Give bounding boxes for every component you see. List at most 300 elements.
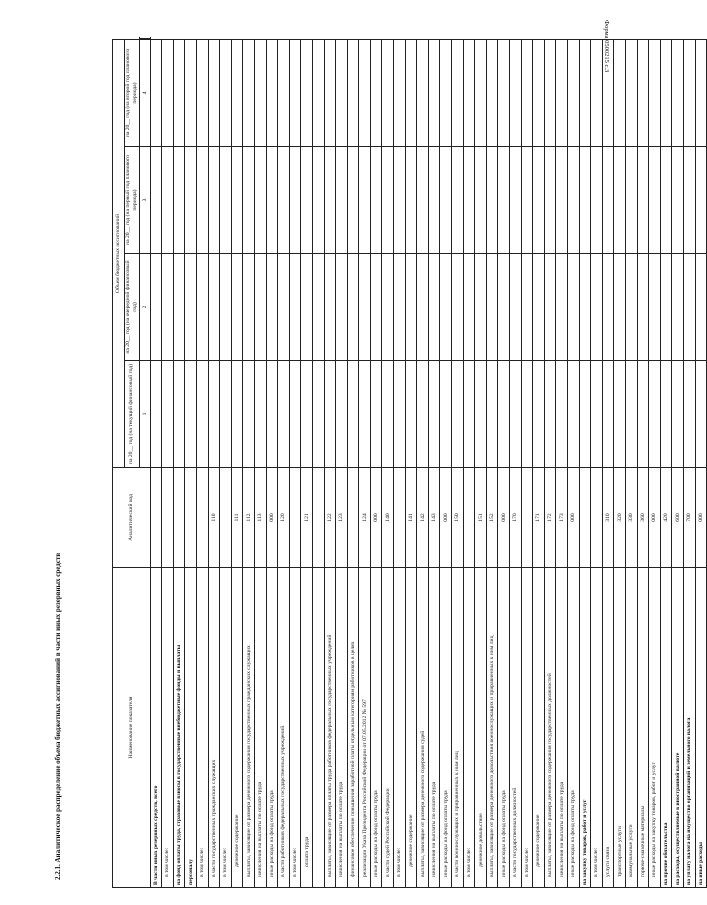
- row-code: 170: [510, 468, 522, 568]
- value-cell: [683, 40, 695, 147]
- row-name: на фонд оплаты труда, страховые взносы в государственные внебюджетные фонды и выплаты: [173, 568, 185, 888]
- header-col4: на 20__ год (на очередной финансовый год): [124, 254, 139, 361]
- row-name: денежное содержание: [405, 568, 417, 888]
- value-cell: [417, 254, 429, 361]
- table-row: [510, 39, 522, 888]
- value-cell: [220, 40, 232, 147]
- value-cell: [301, 361, 313, 468]
- value-cell: [475, 254, 487, 361]
- value-cell: [510, 254, 522, 361]
- value-cell: [347, 254, 359, 361]
- row-code: 330: [625, 468, 637, 568]
- value-cell: [196, 40, 208, 147]
- value-cell: [312, 147, 324, 254]
- value-cell: [231, 147, 243, 254]
- value-cell: [672, 147, 684, 254]
- value-cell: [278, 147, 290, 254]
- value-cell: [382, 254, 394, 361]
- header-col6: на 20__ год (на второй год планового периода): [124, 40, 139, 147]
- budget-table: [112, 38, 707, 888]
- table-row: [394, 39, 406, 888]
- row-name: в том числе:: [463, 568, 475, 888]
- value-cell: [208, 147, 220, 254]
- value-cell: [359, 254, 371, 361]
- value-cell: [672, 254, 684, 361]
- value-cell: [591, 40, 603, 147]
- row-code: [220, 468, 232, 568]
- row-name: на иные расходы: [695, 568, 707, 888]
- value-cell: [567, 40, 579, 147]
- row-name: начисления на выплаты по оплате труда: [254, 568, 266, 888]
- value-cell: [452, 254, 464, 361]
- row-name: иные расходы на фонд оплаты труда: [370, 568, 382, 888]
- value-cell: [625, 254, 637, 361]
- row-name: в части работников федеральных государственных учреждений: [278, 568, 290, 888]
- value-cell: [336, 254, 348, 361]
- table-row: [231, 39, 243, 888]
- value-cell: [452, 147, 464, 254]
- row-code: 173: [556, 468, 568, 568]
- row-name: выплаты, зависящие от размера денежного содержания государственных гражданских служащих: [243, 568, 255, 888]
- table-row: [660, 39, 672, 888]
- row-name: коммунальные услуги: [625, 568, 637, 888]
- row-name: начисления на выплаты по оплате труда: [556, 568, 568, 888]
- value-cell: [266, 254, 278, 361]
- value-cell: [567, 254, 579, 361]
- value-cell: [324, 147, 336, 254]
- value-cell: [544, 40, 556, 147]
- row-code: 110: [208, 468, 220, 568]
- row-name: денежное довольствие: [475, 568, 487, 888]
- row-code: [463, 468, 475, 568]
- table-row: [220, 39, 232, 888]
- value-cell: [394, 361, 406, 468]
- value-cell: [660, 40, 672, 147]
- table-row: [683, 39, 695, 888]
- value-cell: [521, 40, 533, 147]
- value-cell: [533, 147, 545, 254]
- table-row: [602, 39, 614, 888]
- row-code: [196, 468, 208, 568]
- value-cell: [417, 361, 429, 468]
- value-cell: [591, 254, 603, 361]
- value-cell: [347, 147, 359, 254]
- col-number: 2: [139, 254, 150, 361]
- value-cell: [475, 147, 487, 254]
- row-name: горюче-смазочные материалы: [637, 568, 649, 888]
- value-cell: [452, 361, 464, 468]
- value-cell: [556, 254, 568, 361]
- value-cell: [486, 254, 498, 361]
- table-row: [162, 39, 174, 888]
- value-cell: [428, 254, 440, 361]
- value-cell: [486, 147, 498, 254]
- row-code: [591, 468, 603, 568]
- value-cell: [196, 147, 208, 254]
- value-cell: [336, 361, 348, 468]
- value-cell: [521, 147, 533, 254]
- row-code: 123: [336, 468, 348, 568]
- value-cell: [521, 254, 533, 361]
- value-cell: [196, 254, 208, 361]
- table-row: [567, 39, 579, 888]
- value-cell: [463, 147, 475, 254]
- value-cell: [521, 361, 533, 468]
- row-name: реализации Указа Президента Российской Федерации от 07.05.2012 № 597: [359, 568, 371, 888]
- row-code: [312, 468, 324, 568]
- row-code: 000: [440, 468, 452, 568]
- value-cell: [185, 361, 197, 468]
- value-cell: [428, 361, 440, 468]
- value-cell: [510, 147, 522, 254]
- table-row: [243, 39, 255, 888]
- row-name: в том числе:: [196, 568, 208, 888]
- col-number: [139, 39, 150, 40]
- value-cell: [567, 147, 579, 254]
- value-cell: [336, 147, 348, 254]
- table-row: [579, 39, 591, 888]
- table-row: [625, 39, 637, 888]
- value-cell: [382, 361, 394, 468]
- row-name: транспортные услуги: [614, 568, 626, 888]
- table-row: [440, 39, 452, 888]
- value-cell: [579, 361, 591, 468]
- value-cell: [359, 40, 371, 147]
- value-cell: [289, 254, 301, 361]
- row-name: в том числе:: [289, 568, 301, 888]
- value-cell: [254, 40, 266, 147]
- value-cell: [637, 254, 649, 361]
- row-code: 142: [417, 468, 429, 568]
- table-row: [486, 39, 498, 888]
- value-cell: [556, 147, 568, 254]
- value-cell: [683, 147, 695, 254]
- form-code: Форма 0500215 с.3: [603, 20, 610, 73]
- table-row: [672, 39, 684, 888]
- value-cell: [660, 254, 672, 361]
- value-cell: [625, 40, 637, 147]
- value-cell: [440, 254, 452, 361]
- table-row: [695, 39, 707, 888]
- value-cell: [533, 361, 545, 468]
- row-code: 121: [301, 468, 313, 568]
- value-cell: [475, 361, 487, 468]
- value-cell: [683, 361, 695, 468]
- table-row: [336, 39, 348, 888]
- value-cell: [440, 147, 452, 254]
- value-cell: [405, 40, 417, 147]
- row-code: 140: [382, 468, 394, 568]
- value-cell: [301, 147, 313, 254]
- value-cell: [440, 40, 452, 147]
- row-code: [185, 468, 197, 568]
- value-cell: [510, 40, 522, 147]
- col-number: [139, 39, 150, 40]
- row-code: [150, 468, 162, 568]
- row-name: выплаты, зависящие от размера денежного содержания судей: [417, 568, 429, 888]
- value-cell: [463, 254, 475, 361]
- value-cell: [405, 254, 417, 361]
- table-row: [370, 39, 382, 888]
- value-cell: [602, 361, 614, 468]
- row-code: [394, 468, 406, 568]
- value-cell: [208, 40, 220, 147]
- row-name: на прочие обязательства: [660, 568, 672, 888]
- value-cell: [370, 147, 382, 254]
- row-code: 171: [533, 468, 545, 568]
- value-cell: [301, 254, 313, 361]
- col-number: 3: [139, 147, 150, 254]
- value-cell: [498, 40, 510, 147]
- value-cell: [301, 40, 313, 147]
- table-row: [498, 39, 510, 888]
- value-cell: [498, 147, 510, 254]
- value-cell: [614, 254, 626, 361]
- row-name: в части государственных должностей: [510, 568, 522, 888]
- value-cell: [150, 40, 162, 147]
- row-code: [173, 468, 185, 568]
- value-cell: [695, 40, 707, 147]
- header-group: Объем бюджетных ассигнований: [113, 40, 125, 468]
- rotated-table-area: [112, 38, 704, 888]
- row-name: оплата труда: [301, 568, 313, 888]
- row-code: [579, 468, 591, 568]
- table-body: [150, 39, 707, 888]
- table-row: [359, 39, 371, 888]
- header-col3: на 20__ год (на текущий финансовый год): [124, 361, 139, 468]
- row-name: иные расходы на фонд оплаты труда: [498, 568, 510, 888]
- value-cell: [254, 254, 266, 361]
- row-code: [347, 468, 359, 568]
- row-name: на закупку товаров, работ и услуг: [579, 568, 591, 888]
- value-cell: [602, 147, 614, 254]
- row-name: на расходы, осуществляемые в иностранной валюте: [672, 568, 684, 888]
- value-cell: [324, 361, 336, 468]
- row-name: в том числе:: [220, 568, 232, 888]
- table-row: [289, 39, 301, 888]
- value-cell: [359, 147, 371, 254]
- value-cell: [405, 361, 417, 468]
- value-cell: [533, 40, 545, 147]
- value-cell: [173, 40, 185, 147]
- value-cell: [649, 361, 661, 468]
- table-row: [533, 39, 545, 888]
- table-row: [266, 39, 278, 888]
- table-row: [591, 39, 603, 888]
- value-cell: [463, 361, 475, 468]
- value-cell: [278, 40, 290, 147]
- row-name: иные расходы на фонд оплаты труда: [567, 568, 579, 888]
- table-row: [405, 39, 417, 888]
- value-cell: [196, 361, 208, 468]
- value-cell: [428, 147, 440, 254]
- value-cell: [394, 40, 406, 147]
- value-cell: [660, 147, 672, 254]
- value-cell: [150, 361, 162, 468]
- row-name: В части иных резервных средств, всего: [150, 568, 162, 888]
- value-cell: [162, 40, 174, 147]
- row-code: 111: [231, 468, 243, 568]
- value-cell: [417, 147, 429, 254]
- row-name: услуги связи: [602, 568, 614, 888]
- value-cell: [417, 40, 429, 147]
- row-code: 120: [278, 468, 290, 568]
- value-cell: [220, 361, 232, 468]
- value-cell: [579, 40, 591, 147]
- row-code: 112: [243, 468, 255, 568]
- value-cell: [220, 254, 232, 361]
- value-cell: [173, 147, 185, 254]
- value-cell: [672, 40, 684, 147]
- table-row: [382, 39, 394, 888]
- value-cell: [324, 40, 336, 147]
- value-cell: [649, 147, 661, 254]
- value-cell: [649, 40, 661, 147]
- value-cell: [556, 40, 568, 147]
- value-cell: [591, 361, 603, 468]
- value-cell: [625, 361, 637, 468]
- row-name: в части государственных гражданских служащих: [208, 568, 220, 888]
- value-cell: [173, 254, 185, 361]
- row-code: 000: [649, 468, 661, 568]
- value-cell: [173, 361, 185, 468]
- value-cell: [347, 40, 359, 147]
- row-name: на уплату налога на имущество организаций и земельного налога: [683, 568, 695, 888]
- row-name: в части военнослужащих и приравненных к ним лиц: [452, 568, 464, 888]
- row-name: в том числе:: [394, 568, 406, 888]
- value-cell: [498, 254, 510, 361]
- table-row: [185, 39, 197, 888]
- table-row: [312, 39, 324, 888]
- header-code: Аналитический код: [113, 468, 151, 568]
- value-cell: [579, 147, 591, 254]
- table-row: [521, 39, 533, 888]
- table-row: [324, 39, 336, 888]
- row-name: в том числе:: [162, 568, 174, 888]
- row-code: [521, 468, 533, 568]
- row-name: денежное содержание: [231, 568, 243, 888]
- value-cell: [185, 147, 197, 254]
- row-code: [162, 468, 174, 568]
- row-name: выплаты, зависящие от размера денежного довольствия военнослужащих и приравненных к ним лиц: [486, 568, 498, 888]
- value-cell: [637, 361, 649, 468]
- row-name: в том числе:: [521, 568, 533, 888]
- value-cell: [254, 361, 266, 468]
- col-number: 1: [139, 361, 150, 468]
- row-code: 113: [254, 468, 266, 568]
- row-name: [312, 568, 324, 888]
- value-cell: [614, 361, 626, 468]
- table-row: [208, 39, 220, 888]
- row-name: начисления на выплаты по оплате труда: [428, 568, 440, 888]
- table-row: [637, 39, 649, 888]
- row-code: 000: [266, 468, 278, 568]
- row-name: иные расходы на фонд оплаты труда: [266, 568, 278, 888]
- table-row: [417, 39, 429, 888]
- col-number: 4: [139, 40, 150, 147]
- table-row: [556, 39, 568, 888]
- value-cell: [324, 254, 336, 361]
- row-code: 000: [567, 468, 579, 568]
- page-title: 2.2.1. Аналитическое распределение объема бюджетных ассигнований в части иных резервных средств: [54, 552, 62, 880]
- value-cell: [498, 361, 510, 468]
- value-cell: [475, 40, 487, 147]
- row-code: 124: [359, 468, 371, 568]
- value-cell: [440, 361, 452, 468]
- value-cell: [486, 361, 498, 468]
- row-name: в том числе:: [591, 568, 603, 888]
- value-cell: [162, 254, 174, 361]
- row-code: 310: [602, 468, 614, 568]
- value-cell: [382, 147, 394, 254]
- table-row: [196, 39, 208, 888]
- value-cell: [266, 40, 278, 147]
- row-name: начисления на выплаты по оплате труда: [336, 568, 348, 888]
- value-cell: [602, 254, 614, 361]
- value-cell: [150, 254, 162, 361]
- value-cell: [312, 40, 324, 147]
- table-row: [544, 39, 556, 888]
- value-cell: [486, 40, 498, 147]
- row-code: 320: [614, 468, 626, 568]
- row-name: выплаты, зависящие от размера оплаты труда работников федеральных государственных учреждений: [324, 568, 336, 888]
- table-row: [173, 39, 185, 888]
- header-name: Наименование показателя: [113, 568, 151, 888]
- value-cell: [336, 40, 348, 147]
- value-cell: [243, 147, 255, 254]
- value-cell: [452, 40, 464, 147]
- table-row: [463, 39, 475, 888]
- value-cell: [185, 254, 197, 361]
- row-code: 152: [486, 468, 498, 568]
- value-cell: [243, 40, 255, 147]
- value-cell: [220, 147, 232, 254]
- value-cell: [394, 147, 406, 254]
- row-code: 143: [428, 468, 440, 568]
- row-code: 122: [324, 468, 336, 568]
- value-cell: [625, 147, 637, 254]
- table-row: [614, 39, 626, 888]
- row-code: 150: [452, 468, 464, 568]
- row-name: выплаты, зависящие от размера денежного содержания государственных должностей: [544, 568, 556, 888]
- value-cell: [556, 361, 568, 468]
- row-name: денежное содержание: [533, 568, 545, 888]
- row-code: 151: [475, 468, 487, 568]
- table-row: [347, 39, 359, 888]
- row-code: 700: [683, 468, 695, 568]
- row-name: финансовое обеспечение повышения заработной платы отдельным категориям работников в целях: [347, 568, 359, 888]
- value-cell: [208, 254, 220, 361]
- value-cell: [579, 254, 591, 361]
- value-cell: [278, 254, 290, 361]
- row-code: 600: [672, 468, 684, 568]
- row-name: иные расходы на фонд оплаты труда: [440, 568, 452, 888]
- table-row: [150, 39, 162, 888]
- value-cell: [510, 361, 522, 468]
- value-cell: [231, 254, 243, 361]
- value-cell: [637, 40, 649, 147]
- value-cell: [185, 40, 197, 147]
- value-cell: [695, 147, 707, 254]
- value-cell: [289, 147, 301, 254]
- value-cell: [359, 361, 371, 468]
- value-cell: [591, 147, 603, 254]
- value-cell: [208, 361, 220, 468]
- value-cell: [695, 361, 707, 468]
- value-cell: [243, 254, 255, 361]
- row-code: 000: [695, 468, 707, 568]
- row-name: иные расходы на закупку товаров, работ и услуг: [649, 568, 661, 888]
